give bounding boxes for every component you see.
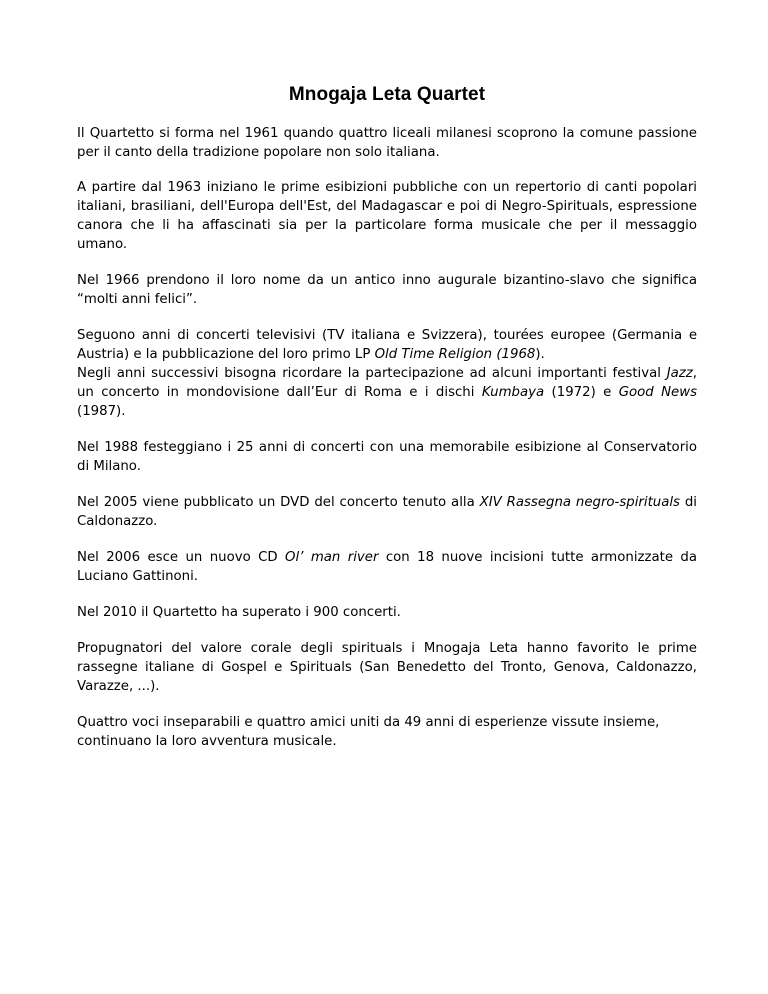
paragraph-text: con 18 nuove incisioni tutte armonizzate da Luciano Gattinoni. (77, 550, 698, 584)
paragraph-dvd (77, 493, 697, 531)
album-title-good-news: Good News (618, 385, 698, 400)
paragraph-text: Seguono anni di concerti televisivi (TV italiana e Svizzera), tourées europee (Germania e Austria) e la pubblicazione del loro primo LP (77, 328, 697, 362)
paragraph-later-years (77, 364, 697, 421)
album-title-old-time-religion: Old Time Religion (1968 (374, 347, 536, 362)
paragraph-concert-count: Nel 2010 il Quartetto ha superato i 900 concerti. (77, 605, 401, 620)
paragraph-name-origin: Nel 1966 prendono il loro nome da un antico inno augurale bizantino-slavo che significa “molti anni felici”. (77, 273, 697, 307)
paragraph-first-performances: A partire dal 1963 iniziano le prime esibizioni pubbliche con un repertorio di canti popolari italiani, brasiliani, dell'Europa dell'Est, del Madagascar e poi di Negro-Spirituals, espressione canora che li ha affascinati sia per la particolare forma musicale che per il messaggio umano. (77, 180, 697, 252)
document-title: Mnogaja Leta Quartet (288, 84, 486, 105)
paragraph-founding: Il Quartetto si forma nel 1961 quando quattro liceali milanesi scoprono la comune passione per il canto della tradizione popolare non solo italiana. (77, 126, 697, 160)
paragraph-tv-concerts (77, 326, 697, 364)
paragraph-text: Negli anni successivi bisogna ricordare la partecipazione ad alcuni importanti festival (77, 366, 667, 381)
paragraph-new-cd (77, 548, 697, 586)
event-title-rassegna: XIV Rassegna negro-spirituals (479, 495, 680, 510)
paragraph-text: , un concerto in mondovisione dall’Eur di Roma e i dischi (77, 366, 697, 400)
paragraph-gospel-festivals: Propugnatori del valore corale degli spirituals i Mnogaja Leta hanno favorito le prime rassegne italiane di Gospel e Spirituals (San Benedetto del Tronto, Genova, Caldonazzo, Varazze, ...). (77, 641, 697, 694)
album-title-ol-man-river: Ol’ man river (285, 550, 379, 565)
document-page (77, 0, 697, 751)
paragraph-closing: Quattro voci inseparabili e quattro amici uniti da 49 anni di esperienze vissute insieme, continuano la loro avventura musicale. (77, 715, 660, 749)
paragraph-anniversary: Nel 1988 festeggiano i 25 anni di concerti con una memorabile esibizione al Conservatorio di Milano. (77, 440, 697, 474)
paragraph-text: Nel 2006 esce un nuovo CD (77, 550, 286, 565)
paragraph-text: (1972) e (544, 385, 619, 400)
paragraph-text: di Caldonazzo. (77, 495, 697, 529)
paragraph-text: ). (535, 347, 545, 362)
festival-jazz: Jazz (666, 366, 693, 381)
paragraph-text: Nel 2005 viene pubblicato un DVD del concerto tenuto alla (77, 495, 480, 510)
album-title-kumbaya: Kumbaya (481, 385, 545, 400)
paragraph-text: (1987). (77, 404, 126, 419)
